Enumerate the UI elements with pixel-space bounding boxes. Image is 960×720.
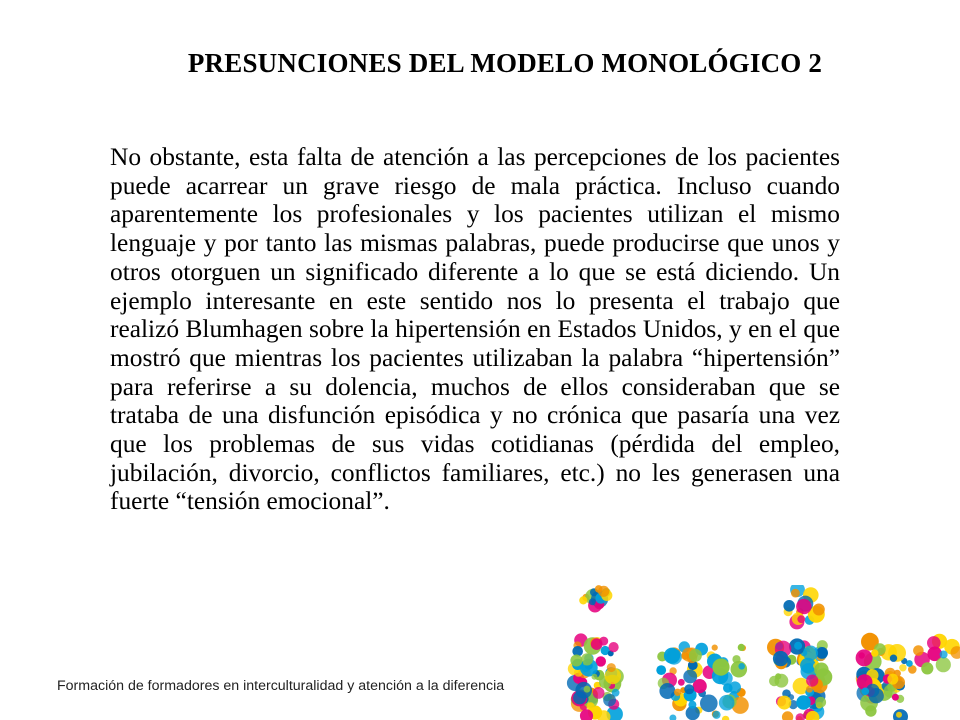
footer-caption: Formación de formadores en interculturalidad y atención a la diferencia: [57, 678, 505, 694]
slide-body-text: No obstante, esta falta de atención a las percepciones de los pacientes puede acarrear un grave riesgo de mala práctica. Incluso cuando aparentemente los profesionales y los pacientes utilizan el mismo lenguaje y por tanto las mismas palabras, puede producirse que unos y otros otorguen un significado diferente a lo que se está diciendo. Un ejemplo interesante en este sentido nos lo presenta el trabajo que realizó Blumhagen sobre la hipertensión en Estados Unidos, y en el que mostró que mientras los pacientes utilizaban la palabra “hipertensión” para referirse a su dolencia, muchos de ellos consideraban que se trataba de una disfunción episódica y no crónica que pasaría una vez que los problemas de sus vidas cotidianas (pérdida del empleo, jubilación, divorcio, conflictos familiares, etc.) no les generasen una fuerte “tensión emocional”.: [110, 143, 840, 516]
isir-logo-icon: [566, 585, 960, 720]
slide-title: PRESUNCIONES DEL MODELO MONOLÓGICO 2: [187, 48, 823, 78]
